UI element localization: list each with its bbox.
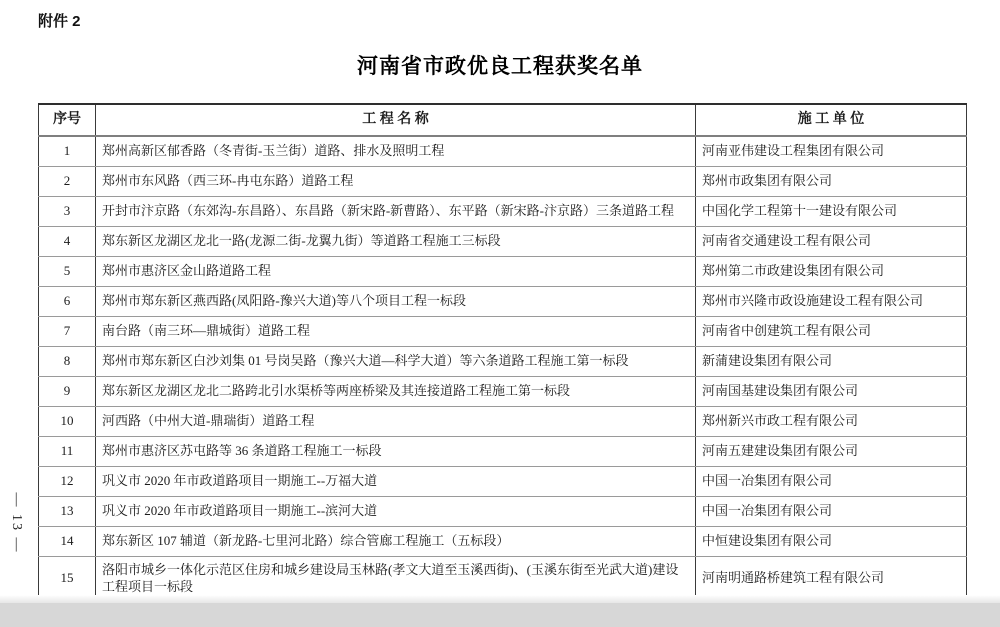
cell-no: 5 — [39, 256, 96, 286]
table-header — [39, 104, 967, 136]
table-row — [39, 346, 967, 376]
page-edge-shading — [0, 595, 1000, 603]
table-row — [39, 166, 967, 196]
cell-company: 中国一冶集团有限公司 — [696, 496, 967, 526]
table-row — [39, 526, 967, 556]
cell-project: 巩义市 2020 年市政道路项目一期施工--万福大道 — [96, 466, 696, 496]
cell-no: 11 — [39, 436, 96, 466]
cell-company: 河南明通路桥建筑工程有限公司 — [696, 556, 967, 601]
cell-project: 郑东新区 107 辅道（新龙路-七里河北路）综合管廊工程施工（五标段） — [96, 526, 696, 556]
cell-project: 南台路（南三环—鼎城街）道路工程 — [96, 316, 696, 346]
cell-project: 郑东新区龙湖区龙北一路(龙源二街-龙翼九街）等道路工程施工三标段 — [96, 226, 696, 256]
table-header-row — [39, 104, 967, 136]
cell-project: 郑州市惠济区金山路道路工程 — [96, 256, 696, 286]
cell-project: 巩义市 2020 年市政道路项目一期施工--滨河大道 — [96, 496, 696, 526]
cell-company: 河南省中创建筑工程有限公司 — [696, 316, 967, 346]
cell-company: 郑州市兴隆市政设施建设工程有限公司 — [696, 286, 967, 316]
cell-no: 2 — [39, 166, 96, 196]
table-row — [39, 286, 967, 316]
table-row — [39, 196, 967, 226]
table-row — [39, 316, 967, 346]
attachment-label: 附件 2 — [38, 13, 81, 30]
cell-company: 郑州第二市政建设集团有限公司 — [696, 256, 967, 286]
header-company: 施 工 单 位 — [696, 104, 967, 136]
cell-project: 郑州市惠济区苏屯路等 36 条道路工程施工一标段 — [96, 436, 696, 466]
cell-no: 3 — [39, 196, 96, 226]
cell-company: 郑州市政集团有限公司 — [696, 166, 967, 196]
cell-no: 7 — [39, 316, 96, 346]
cell-no: 1 — [39, 136, 96, 166]
table-row — [39, 496, 967, 526]
cell-company: 郑州新兴市政工程有限公司 — [696, 406, 967, 436]
cell-no: 13 — [39, 496, 96, 526]
cell-no: 15 — [39, 556, 96, 601]
cell-no: 6 — [39, 286, 96, 316]
cell-project: 郑州市东风路（西三环-冉屯东路）道路工程 — [96, 166, 696, 196]
cell-project: 河西路（中州大道-鼎瑞街）道路工程 — [96, 406, 696, 436]
cell-no: 8 — [39, 346, 96, 376]
table-body — [39, 136, 967, 601]
table-row — [39, 376, 967, 406]
cell-project: 开封市汴京路（东郊沟-东昌路）、东昌路（新宋路-新曹路）、东平路（新宋路-汴京路）三条道路工程 — [96, 196, 696, 226]
cell-no: 4 — [39, 226, 96, 256]
cell-no: 10 — [39, 406, 96, 436]
cell-no: 14 — [39, 526, 96, 556]
cell-project: 郑东新区龙湖区龙北二路跨北引水渠桥等两座桥梁及其连接道路工程施工第一标段 — [96, 376, 696, 406]
cell-company: 新蒲建设集团有限公司 — [696, 346, 967, 376]
table-row — [39, 406, 967, 436]
cell-project: 郑州市郑东新区燕西路(凤阳路-豫兴大道)等八个项目工程一标段 — [96, 286, 696, 316]
cell-company: 河南省交通建设工程有限公司 — [696, 226, 967, 256]
cell-company: 河南五建建设集团有限公司 — [696, 436, 967, 466]
table-row — [39, 136, 967, 166]
cell-company: 中国化学工程第十一建设有限公司 — [696, 196, 967, 226]
cell-company: 中国一冶集团有限公司 — [696, 466, 967, 496]
header-project: 工 程 名 称 — [96, 104, 696, 136]
table-row — [39, 466, 967, 496]
cell-no: 9 — [39, 376, 96, 406]
cell-project: 郑州市郑东新区白沙刘集 01 号岗吴路（豫兴大道—科学大道）等六条道路工程施工第一标段 — [96, 346, 696, 376]
table-row — [39, 256, 967, 286]
cell-project: 郑州高新区郁香路（冬青街-玉兰街）道路、排水及照明工程 — [96, 136, 696, 166]
awards-table — [38, 103, 967, 602]
page-title: 河南省市政优良工程获奖名单 — [357, 55, 643, 78]
cell-no: 12 — [39, 466, 96, 496]
cell-company: 中恒建设集团有限公司 — [696, 526, 967, 556]
header-no: 序号 — [39, 104, 96, 136]
scan-bottom-strip — [0, 603, 1000, 627]
cell-company: 河南国基建设集团有限公司 — [696, 376, 967, 406]
table-row — [39, 226, 967, 256]
cell-company: 河南亚伟建设工程集团有限公司 — [696, 136, 967, 166]
page-number: — 13 — — [9, 492, 24, 554]
table-row — [39, 436, 967, 466]
cell-project: 洛阳市城乡一体化示范区住房和城乡建设局玉林路(孝文大道至玉溪西街)、(玉溪东街至光武大道)建设工程项目一标段 — [96, 556, 696, 601]
